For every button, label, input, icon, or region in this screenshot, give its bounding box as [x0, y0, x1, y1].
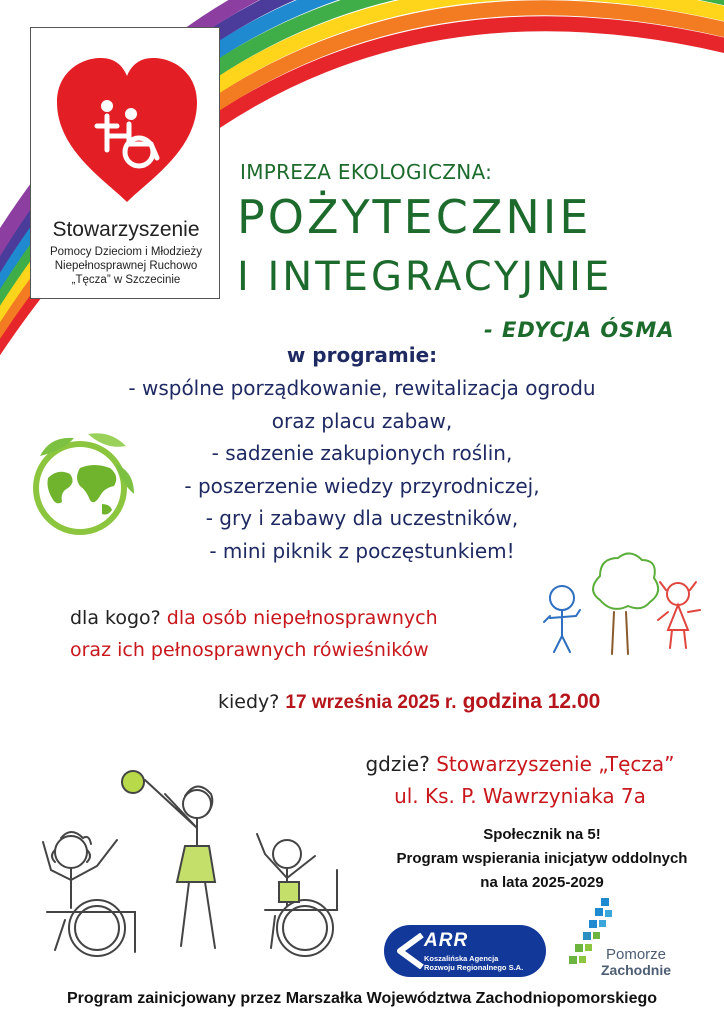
- program-item: - wspólne porządkowanie, rewitalizacja ogrodu: [128, 376, 596, 400]
- location-place: Stowarzyszenie „Tęcza”: [436, 752, 675, 776]
- green-globe-icon: [18, 420, 143, 545]
- location-address: ul. Ks. P. Wawrzyniaka 7a: [394, 784, 646, 808]
- footer-text: Program zainicjowany przez Marszałka Województwa Zachodniopomorskiego: [66, 990, 658, 1007]
- grant-line: na lata 2025-2029: [480, 874, 604, 891]
- arr-sub-line: Koszalińska Agencja: [424, 954, 499, 963]
- date-info: [218, 690, 600, 714]
- event-date: 17 września 2025 r.: [285, 692, 457, 713]
- logo-name: Stowarzyszenie: [52, 218, 200, 241]
- pomorze-logo-line1: Pomorze: [606, 946, 667, 963]
- event-kicker: IMPREZA EKOLOGICZNA:: [240, 160, 493, 184]
- event-edition: - EDYCJA ÓSMA: [484, 318, 675, 342]
- program-item: - sadzenie zakupionych roślin,: [211, 441, 513, 465]
- audience-label: dla kogo?: [70, 607, 161, 629]
- association-logo: [30, 27, 220, 299]
- audience-value-line2: oraz ich pełnosprawnych rówieśników: [70, 639, 429, 661]
- arr-sub-line: Rozwoju Regionalnego S.A.: [424, 963, 524, 972]
- program-item: - mini piknik z poczęstunkiem!: [209, 538, 515, 563]
- audience-value: dla osób niepełnosprawnych: [166, 607, 438, 629]
- location-label: gdzie?: [365, 752, 430, 776]
- grant-line: Społecznik na 5!: [483, 826, 601, 843]
- program-item: - gry i zabawy dla uczestników,: [205, 506, 519, 530]
- arr-logo-text: ARR: [424, 930, 469, 951]
- children-wheelchair-drawing: [25, 770, 350, 970]
- event-hour: godzina 12.00: [462, 690, 601, 713]
- audience-info: [70, 602, 510, 666]
- arr-arrow-icon: [392, 933, 426, 969]
- program-item: - poszerzenie wiedzy przyrodniczej,: [184, 473, 540, 498]
- event-title-line2: I INTEGRACYJNIE: [237, 254, 613, 300]
- program-heading: w programie:: [286, 343, 438, 367]
- event-title-line1: POŻYTECZNIE: [237, 190, 592, 244]
- location-info: [350, 748, 690, 812]
- grant-info: [372, 823, 712, 895]
- program-item: oraz placu zabaw,: [271, 408, 453, 433]
- pomorze-logo-line2: Zachodnie: [601, 962, 672, 978]
- arr-logo-subtitle: [424, 954, 523, 972]
- grant-line: Program wspierania inicjatyw oddolnych: [396, 850, 688, 867]
- logo-subtitle: [31, 245, 221, 287]
- logo-subtitle-line: „Tęcza” w Szczecinie: [71, 274, 181, 286]
- heart-wheelchair-icon: [53, 54, 201, 206]
- logo-subtitle-line: Pomocy Dzieciom i Młodzieży: [49, 246, 203, 258]
- kids-and-tree-drawing: [540, 550, 710, 660]
- logo-subtitle-line: Niepełnosprawnej Ruchowo: [54, 260, 198, 272]
- date-label: kiedy?: [218, 691, 280, 713]
